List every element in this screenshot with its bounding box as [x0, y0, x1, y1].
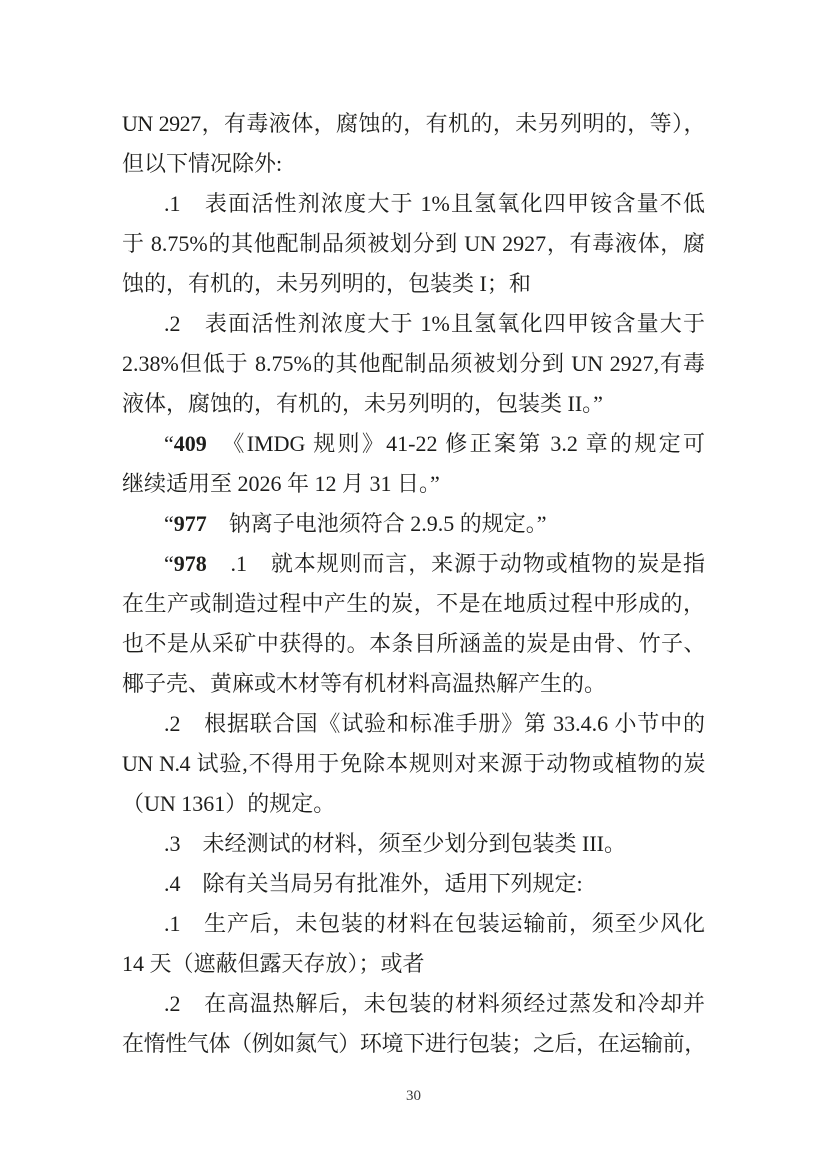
text-block	[122, 104, 705, 1064]
text-segment: 14 天（遮蔽但露天存放）；或者	[122, 951, 425, 976]
text-line	[122, 344, 705, 384]
text-line	[122, 904, 705, 944]
text-segment: 液体，腐蚀的，有机的，未另列明的，包装类 II。”	[122, 391, 603, 416]
text-segment: 在惰性气体（例如氮气）环境下进行包装；之后，在运输前，	[122, 1031, 705, 1056]
text-line	[122, 984, 705, 1024]
text-line	[122, 624, 705, 664]
text-segment: 2.38%但低于 8.75%的其他配制品须被划分到 UN 2927,有毒	[122, 351, 705, 376]
text-line	[122, 744, 705, 784]
text-line	[122, 144, 705, 184]
text-segment: .2 在高温热解后，未包装的材料须经过蒸发和冷却并	[164, 991, 705, 1016]
text-line	[122, 584, 705, 624]
clause-number: 977	[173, 511, 207, 536]
text-line	[122, 304, 705, 344]
text-line	[122, 424, 705, 464]
text-segment: 继续适用至 2026 年 12 月 31 日。”	[122, 471, 440, 496]
text-segment: “	[164, 431, 174, 456]
text-line	[122, 224, 705, 264]
text-segment: UN 2927，有毒液体，腐蚀的，有机的，未另列明的，等），	[122, 111, 705, 136]
text-segment: “	[164, 551, 174, 576]
text-line	[122, 264, 705, 304]
text-segment: 在生产或制造过程中产生的炭，不是在地质过程中形成的，	[122, 591, 705, 616]
text-line	[122, 504, 705, 544]
text-line	[122, 864, 705, 904]
text-segment: .1 生产后，未包装的材料在包装运输前，须至少风化	[164, 911, 705, 936]
text-line	[122, 184, 705, 224]
text-segment: 钠离子电池须符合 2.9.5 的规定。”	[206, 511, 547, 536]
text-segment: .2 表面活性剂浓度大于 1%且氢氧化四甲铵含量大于	[164, 311, 705, 336]
text-segment: （UN 1361）的规定。	[122, 791, 336, 816]
text-segment: .4 除有关当局另有批准外，适用下列规定:	[164, 871, 583, 896]
text-line	[122, 664, 705, 704]
text-segment: 椰子壳、黄麻或木材等有机材料高温热解产生的。	[122, 671, 607, 696]
text-segment: 也不是从采矿中获得的。本条目所涵盖的炭是由骨、竹子、	[122, 631, 705, 656]
text-segment: “	[164, 511, 174, 536]
clause-number: 409	[173, 431, 207, 456]
text-segment: UN N.4 试验,不得用于免除本规则对来源于动物或植物的炭	[122, 751, 705, 776]
text-segment: .1 就本规则而言，来源于动物或植物的炭是指	[206, 551, 705, 576]
clause-number: 978	[173, 551, 207, 576]
text-line	[122, 944, 705, 984]
text-segment: .3 未经测试的材料，须至少划分到包装类 III。	[164, 831, 626, 856]
text-segment: .2 根据联合国《试验和标准手册》第 33.4.6 小节中的	[164, 711, 705, 736]
text-segment: 蚀的，有机的，未另列明的，包装类 I；和	[122, 271, 531, 296]
text-line	[122, 384, 705, 424]
text-line	[122, 1024, 705, 1064]
text-line	[122, 784, 705, 824]
text-line	[122, 544, 705, 584]
text-segment: 但以下情况除外:	[122, 151, 283, 176]
text-line	[122, 824, 705, 864]
text-segment: 《IMDG 规则》41-22 修正案第 3.2 章的规定可	[206, 431, 705, 456]
page-number: 30	[406, 1088, 421, 1104]
text-segment: .1 表面活性剂浓度大于 1%且氢氧化四甲铵含量不低	[164, 191, 705, 216]
text-segment: 于 8.75%的其他配制品须被划分到 UN 2927，有毒液体，腐	[122, 231, 705, 256]
text-line	[122, 464, 705, 504]
text-line	[122, 704, 705, 744]
text-line	[122, 104, 705, 144]
